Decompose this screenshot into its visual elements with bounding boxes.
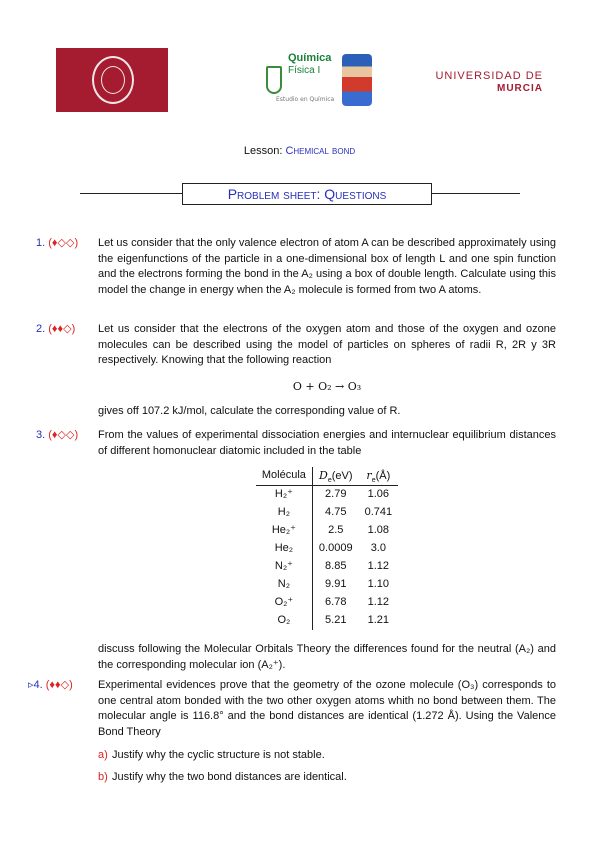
table-row [256,504,398,522]
logo-title: Química [288,52,332,64]
cell-molecule: N₂ [277,578,291,591]
table-row [256,522,398,540]
reaction-equation: O + O₂ → O₃ [292,379,362,393]
cell-molecule: He₂ [274,542,294,555]
title-rule-right [432,193,520,194]
difficulty-rating: (♦♦◇) [48,323,76,335]
table-header-de: $D_e(eV)$ [312,467,358,486]
problem-4-lead: Experimental evidences prove that the geometry of the ozone molecule (O₃) corresponds to one central atom bonded with the two other oxygen atoms whith no bond between them. The molecular angle is 116.8° and the bond distances are identical (1.272 Å). Using the Valence Bond Theory [98,679,556,738]
university-line1: UNIVERSIDAD DE [435,70,543,82]
cell-de: 6.78 [312,594,358,612]
cartoon-figures-icon [342,54,372,106]
university-seal-logo [56,48,168,112]
cell-re: 1.12 [367,596,390,609]
cell-re: 3.0 [370,542,386,555]
problem-text [98,428,556,673]
cell-de: 8.85 [312,558,358,576]
cell-re: 1.06 [367,488,390,501]
logo-subtitle: Física I [288,65,321,76]
cell-de: 2.79 [312,486,358,505]
cell-de: 0.0009 [312,540,358,558]
cell-molecule: H₂ [277,506,291,519]
quimica-fisica-logo [258,50,374,112]
subitem-a: a) Justify why the cyclic structure is not stable. [98,749,325,761]
cell-de: 5.21 [312,612,358,630]
table-row [256,486,398,505]
difficulty-rating: (♦♦◇) [45,679,73,691]
problem-2-statement: Let us consider that the electrons of the oxygen atom and those of the oxygen and ozone molecules can be described using the model of particles on spheres of radii R, 2R y 3R respectively. Knowing that the following reaction [98,323,556,366]
problem-3-lead: From the values of experimental dissociation energies and internuclear equilibrium distances of different homonuclear diatomic included in the table [98,429,556,457]
cell-molecule: N₂⁺ [274,560,293,573]
table-row [256,540,398,558]
subitem-b: b) Justify why the two bond distances are identical. [98,770,347,783]
lesson-name: Chemical bond [285,145,356,157]
problem-number: 3. (♦◇◇) [36,429,79,441]
seal-icon [92,56,134,104]
difficulty-rating: (♦◇◇) [48,429,79,441]
problem-text [98,322,556,420]
problem-1-statement: Let us consider that the only valence electron of atom A can be described approximately using the eigenfunctions of the particle in a one-dimensional box of length L and one spin function and the electrons forming the bond in the A₂ using a box of double length. Calculate using this model the change in energy when the A₂ molecule is formed from two A atoms. [98,237,556,296]
cell-re: 1.08 [367,524,390,537]
problem-number: 1. (♦◇◇) [36,237,79,249]
flask-icon [266,66,282,94]
difficulty-rating: (♦◇◇) [48,237,79,249]
table-row [256,576,398,594]
cell-re: 1.12 [367,560,390,573]
title-rule-left [80,193,182,194]
cell-molecule: H₂⁺ [274,488,293,501]
university-line2: MURCIA [497,83,543,94]
lesson-line [0,145,599,157]
cell-re: 1.10 [367,578,390,591]
cell-molecule: O₂ [277,614,291,627]
logo-tagline: Estudio en Química [276,96,335,103]
table-row [256,558,398,576]
problem-number: 2. (♦♦◇) [36,323,76,335]
cell-molecule: He₂⁺ [271,524,296,537]
page-title: Problem sheet: Questions [182,183,432,205]
table-header-molecule: Molécula [256,467,313,486]
cell-molecule: O₂⁺ [274,596,294,609]
problem-3-conclusion: discuss following the Molecular Orbitals Theory the differences found for the neutral (A₂) and the corresponding molecular ion (A₂⁺). [98,643,556,671]
table-row [256,594,398,612]
problem-text [98,678,556,785]
cell-de: 4.75 [312,504,358,522]
cell-re: 0.741 [364,506,393,519]
problem-number: ▹4. (♦♦◇) [28,679,73,691]
lesson-label: Lesson: [243,145,283,157]
university-name-logo [435,70,543,95]
cell-de: 9.91 [312,576,358,594]
molecule-data-table [256,467,398,630]
problem-text [98,236,556,298]
table-row [256,612,398,630]
cell-de: 2.5 [312,522,358,540]
cell-re: 1.21 [367,614,390,627]
table-header-re: $r_e(Å)$ [359,467,399,486]
problem-2-conclusion: gives off 107.2 kJ/mol, calculate the corresponding value of R. [98,405,401,417]
